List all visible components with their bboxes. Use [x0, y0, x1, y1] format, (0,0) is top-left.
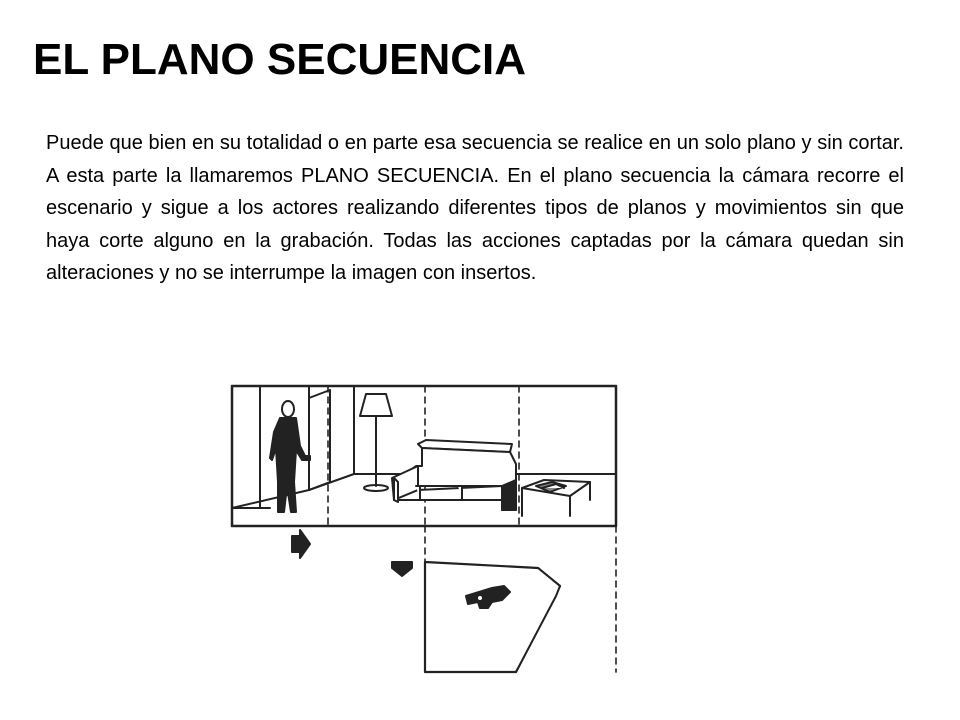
down-arrow-icon [392, 562, 412, 576]
sequence-shot-illustration [230, 382, 625, 674]
right-arrow-icon [292, 530, 310, 558]
body-paragraph: Puede que bien en su totalidad o en parte esa secuencia se realice en un solo plano y sin cortar. A esta parte la llamaremos PLANO SECUENCIA. En el plano secuencia la cámara recorre el escenario y sigue a los actores realizando diferentes tipos de planos y movimientos sin que haya corte alguno en la grabación. Todas las acciones captadas por la cámara quedan sin alteraciones y no se interrumpe la imagen con insertos. [46, 132, 904, 284]
table-closeup-icon [425, 562, 560, 672]
sofa-icon [392, 440, 516, 510]
door-icon [309, 390, 330, 490]
coffee-table-icon [522, 480, 590, 516]
slide-title: EL PLANO SECUENCIA [33, 35, 527, 84]
floor-lamp-icon [360, 394, 392, 491]
man-figure-icon [270, 401, 310, 512]
